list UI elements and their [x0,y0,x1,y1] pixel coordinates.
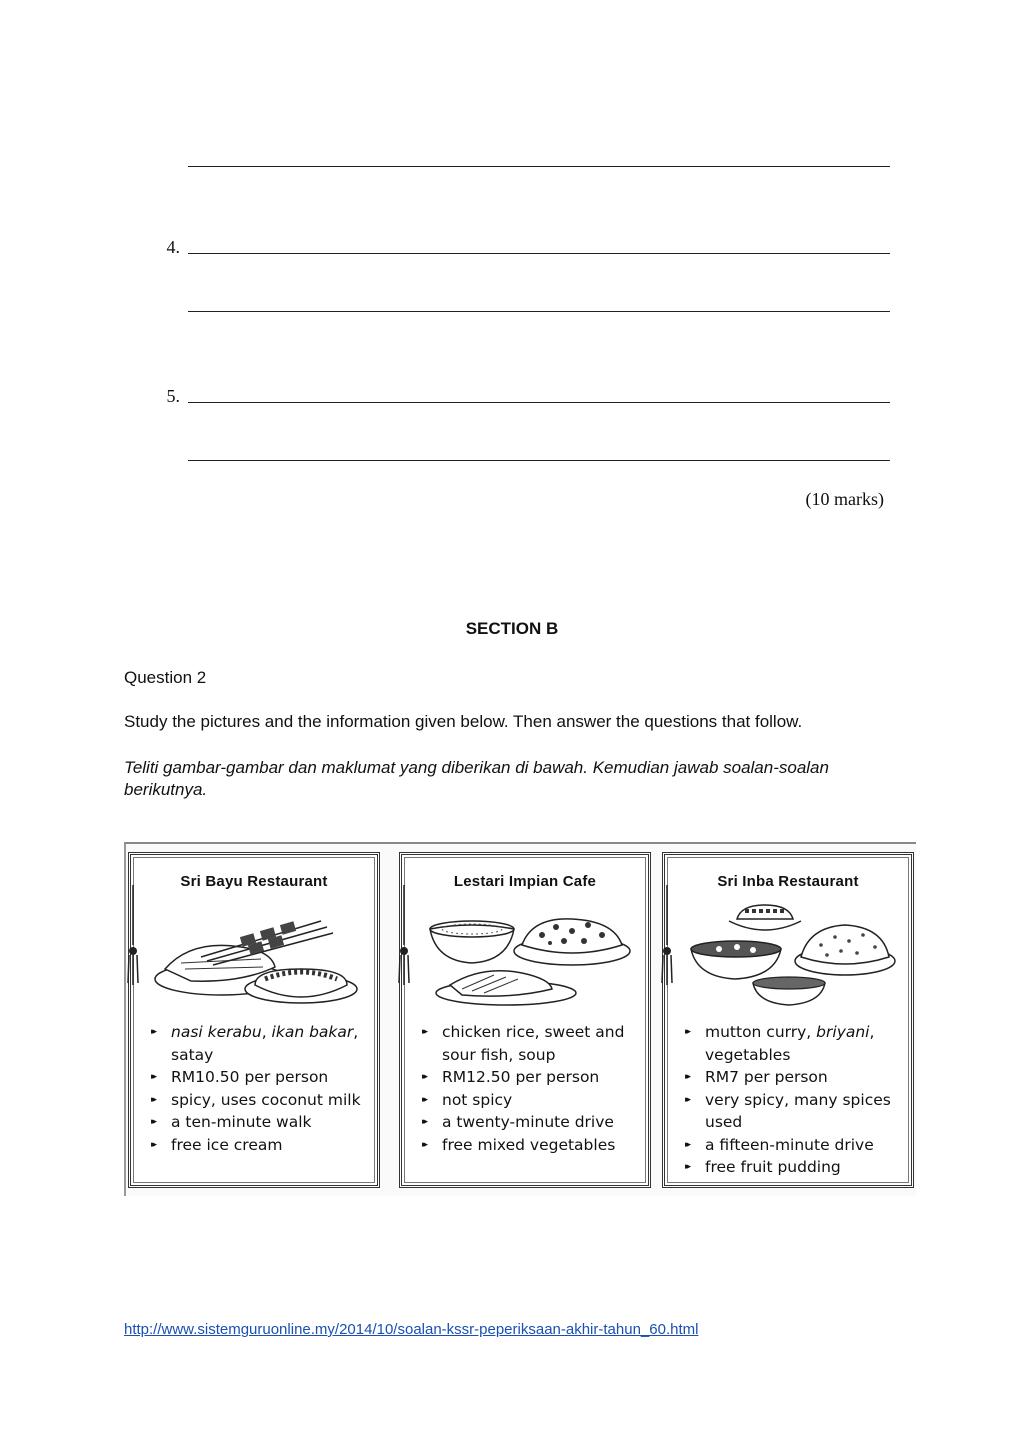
line-number: 4. [166,237,180,257]
chicken-rice-soup-icon [422,899,634,1009]
answer-line[interactable] [150,444,890,464]
answer-rule [188,166,890,167]
item-text: nasi kerabu, ikan bakar, [171,1023,359,1041]
instruction-english: Study the pictures and the information given below. Then answer the questions that follow. [124,712,803,731]
list-item [151,1021,369,1066]
list-item [422,1021,640,1066]
answer-line-4[interactable] [150,237,890,257]
restaurant-card-lestari-impian [399,852,651,1188]
answer-rule [188,402,890,403]
list-item: ▸▸ RM12.50 per person [422,1066,640,1089]
curry-briyani-icon [685,899,897,1009]
answer-line[interactable] [150,150,890,170]
list-item: ▸▸ not spicy [422,1089,640,1112]
restaurant-title: Sri Bayu Restaurant [180,873,328,890]
restaurant-title: Lestari Impian Cafe [453,873,597,890]
question-label: Question 2 [124,668,207,687]
restaurant-details [685,1021,903,1179]
restaurant-title: Sri Inba Restaurant [717,873,859,890]
item-continuation: used [705,1113,743,1131]
instruction-malay: Teliti gambar-gambar dan maklumat yang diberikan di bawah. Kemudian jawab soalan-soalan berikutnya. [124,758,829,799]
tassel-icon [661,885,673,985]
restaurant-card-sri-inba [662,852,914,1188]
list-item: ▸▸ free fruit pudding [685,1156,903,1179]
answer-rule [188,253,890,254]
list-item: ▸▸ spicy, uses coconut milk [151,1089,369,1112]
marks-label: (10 marks) [805,489,884,509]
section-title: SECTION B [465,619,559,638]
list-item: ▸▸ a fifteen-minute drive [685,1134,903,1157]
list-item: ▸▸ RM7 per person [685,1066,903,1089]
line-number: 5. [166,386,180,406]
item-text: chicken rice, sweet and [442,1023,625,1041]
list-item [685,1089,903,1134]
list-item: ▸▸ a ten-minute walk [151,1111,369,1134]
answer-rule [188,460,890,461]
restaurant-card-sri-bayu [128,852,380,1188]
item-continuation: sour fish, soup [442,1045,556,1064]
item-text: very spicy, many spices [705,1090,891,1109]
answer-line[interactable] [150,295,890,315]
source-link[interactable]: http://www.sistemguruonline.my/2014/10/soalan-kssr-peperiksaan-akhir-tahun_60.html [124,1321,699,1338]
list-item: ▸▸ free ice cream [151,1134,369,1157]
list-item: ▸▸ RM10.50 per person [151,1066,369,1089]
restaurant-figure [124,842,916,1196]
answer-rule [188,311,890,312]
list-item [685,1021,903,1066]
restaurant-details [422,1021,640,1156]
restaurant-details [151,1021,369,1156]
answer-line-5[interactable] [150,386,890,406]
list-item: ▸▸ a twenty-minute drive [422,1111,640,1134]
satay-fish-plate-icon [151,899,363,1009]
tassel-icon [398,885,410,985]
item-text: mutton curry, briyani, [705,1023,875,1041]
list-item: ▸▸ free mixed vegetables [422,1134,640,1157]
tassel-icon [127,885,139,985]
item-continuation: vegetables [705,1045,791,1064]
item-continuation: satay [171,1045,214,1064]
